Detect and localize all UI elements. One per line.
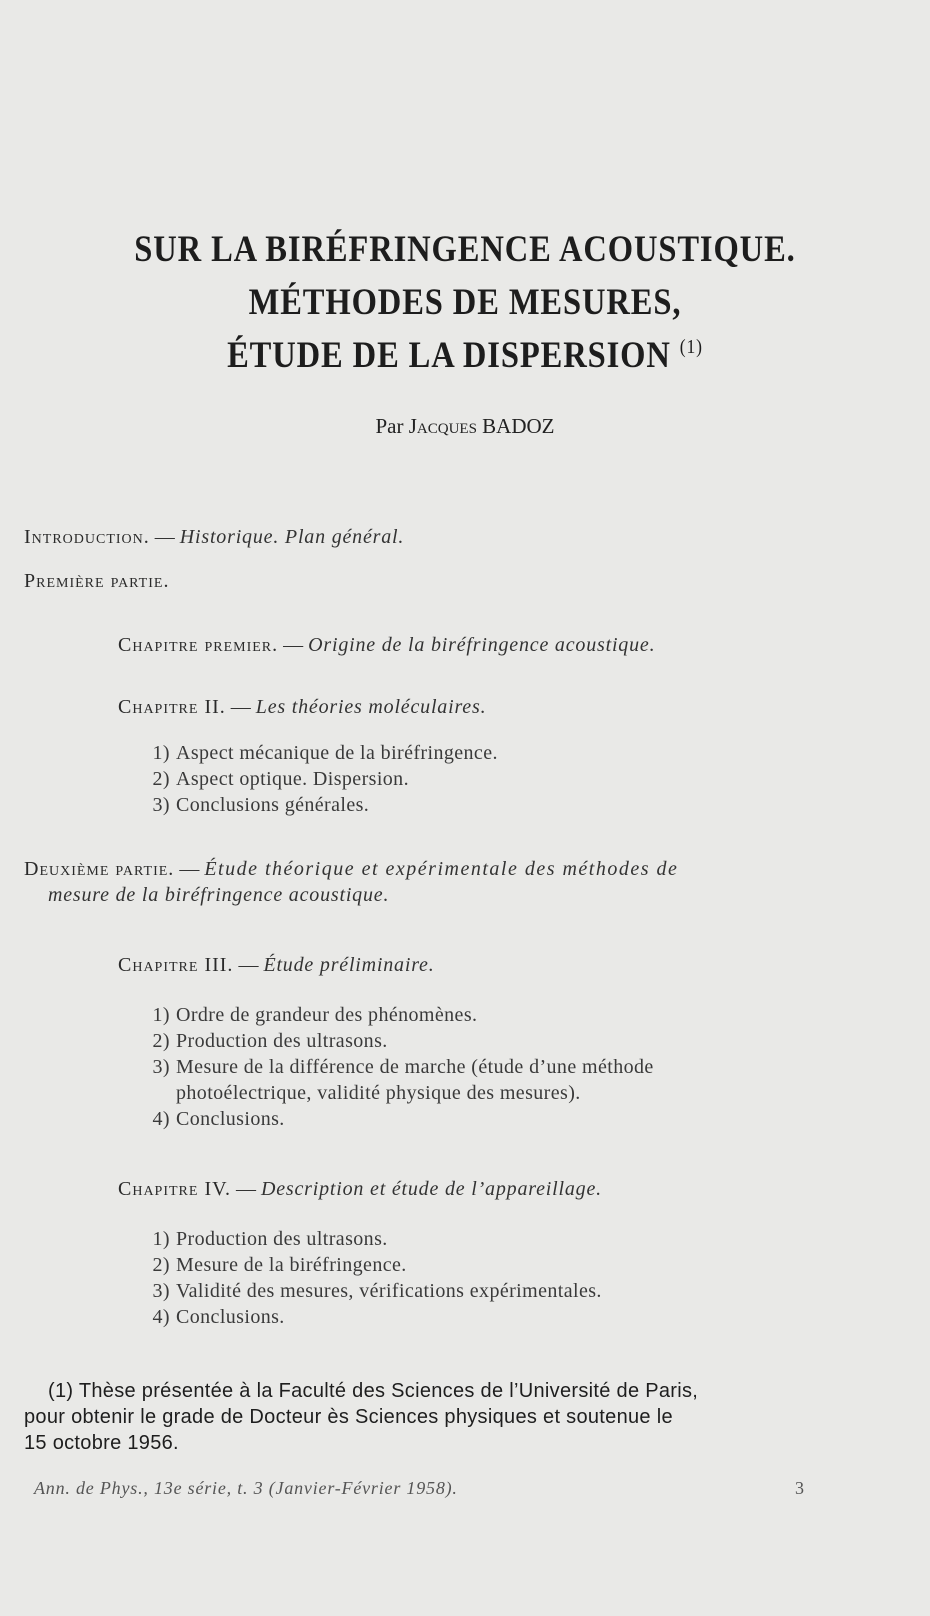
footnote (24, 1378, 864, 1456)
item-text: Mesure de la différence de marche (étude d’une méthode (176, 1056, 654, 1078)
dash: — (235, 1178, 256, 1200)
page-number: 3 (795, 1478, 804, 1498)
item-number: 2) (152, 1254, 170, 1276)
list-item (140, 1030, 388, 1053)
dash: — (230, 696, 251, 718)
toc-chapter-1-heading: Chapitre premier. (118, 634, 279, 656)
item-text: Conclusions. (176, 1306, 285, 1328)
footnote-line-1-text: Thèse présentée à la Faculté des Sciences de l’Université de Paris, (78, 1380, 699, 1402)
list-item (140, 1280, 602, 1303)
item-text: Conclusions. (176, 1108, 285, 1130)
toc-introduction (24, 526, 404, 549)
toc-part-2-heading: Deuxième partie. (24, 858, 175, 880)
list-item (140, 768, 409, 791)
title-line-3 (56, 334, 874, 377)
footnote-line-2: pour obtenir le grade de Docteur ès Sciences physiques et soutenue le (24, 1406, 673, 1428)
dash: — (179, 858, 200, 880)
title-line-2: MÉTHODES DE MESURES, (248, 282, 682, 323)
item-text: Production des ultrasons. (176, 1030, 388, 1052)
toc-part-2-continuation (48, 884, 389, 907)
toc-chapter-2-title: Les théories moléculaires. (255, 696, 487, 718)
toc-chapter-2-heading: Chapitre II. (118, 696, 226, 718)
title-line-1: SUR LA BIRÉFRINGENCE ACOUSTIQUE. (134, 229, 796, 270)
author-first-name: Jacques (408, 414, 477, 438)
toc-part-1 (24, 570, 169, 593)
item-number: 3) (152, 1280, 170, 1302)
toc-chapter-1-title: Origine de la biréfringence acoustique. (308, 634, 656, 656)
item-number: 1) (152, 742, 170, 764)
list-item (140, 1056, 654, 1079)
item-text: photoélectrique, validité physique des mesures). (176, 1082, 581, 1104)
item-text: Ordre de grandeur des phénomènes. (176, 1004, 478, 1026)
list-item (140, 1004, 477, 1027)
item-number: 1) (152, 1228, 170, 1250)
toc-part-2-title-line-1: Étude théorique et expérimentale des méthodes de (204, 858, 679, 880)
list-item (140, 1254, 407, 1277)
item-text: Mesure de la biréfringence. (176, 1254, 407, 1276)
toc-part-2-title-line-2: mesure de la biréfringence acoustique. (48, 884, 390, 906)
footnote-line-3: 15 octobre 1956. (24, 1432, 179, 1454)
toc-chapter-4-title: Description et étude de l’appareillage. (260, 1178, 602, 1200)
toc-part-1-heading: Première partie. (24, 570, 170, 592)
footnote-line-1 (24, 1378, 864, 1404)
toc-introduction-text: Historique. Plan général. (179, 526, 405, 548)
item-number: 4) (152, 1108, 170, 1130)
title-footnote-mark: (1) (679, 336, 703, 358)
item-text: Conclusions générales. (176, 794, 370, 816)
page-footer (34, 1478, 804, 1499)
toc-chapter-3 (118, 954, 435, 977)
toc-chapter-4 (118, 1178, 602, 1201)
item-number: 3) (152, 794, 170, 816)
toc-chapter-4-heading: Chapitre IV. (118, 1178, 231, 1200)
list-item (140, 1108, 285, 1131)
item-number: 4) (152, 1306, 170, 1328)
toc-chapter-3-title: Étude préliminaire. (263, 954, 435, 976)
journal-citation: Ann. de Phys., 13e série, t. 3 (Janvier-Février 1958). (34, 1478, 458, 1498)
author-prefix: Par (375, 414, 404, 438)
item-text: Production des ultrasons. (176, 1228, 388, 1250)
author-line (0, 414, 930, 439)
title-line-3-text: ÉTUDE DE LA DISPERSION (227, 335, 671, 376)
list-item (140, 1082, 581, 1105)
item-text: Validité des mesures, vérifications expérimentales. (176, 1280, 602, 1302)
item-text: Aspect mécanique de la biréfringence. (176, 742, 498, 764)
toc-chapter-1 (118, 634, 655, 657)
toc-introduction-heading: Introduction. (24, 526, 150, 548)
list-item (140, 1306, 285, 1329)
item-number: 2) (152, 1030, 170, 1052)
list-item (140, 1228, 388, 1251)
author-last-name: BADOZ (482, 414, 555, 438)
dash: — (154, 526, 175, 548)
item-text: Aspect optique. Dispersion. (176, 768, 409, 790)
dash: — (283, 634, 304, 656)
toc-chapter-3-heading: Chapitre III. (118, 954, 234, 976)
toc-part-2 (24, 858, 864, 881)
list-item (140, 794, 369, 817)
list-item (140, 742, 498, 765)
item-number: 2) (152, 768, 170, 790)
footnote-mark: (1) (48, 1380, 74, 1402)
toc-chapter-2 (118, 696, 486, 719)
item-number: 1) (152, 1004, 170, 1026)
item-number: 3) (152, 1056, 170, 1078)
dash: — (238, 954, 259, 976)
